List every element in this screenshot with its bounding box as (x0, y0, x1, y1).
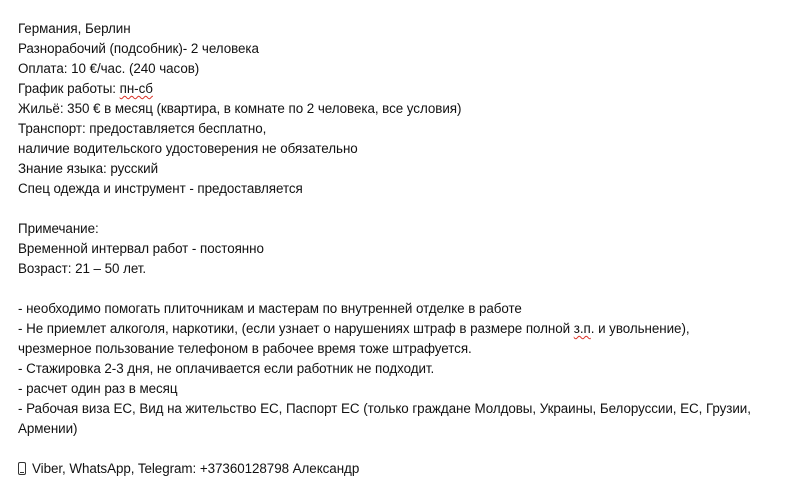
blank-line (18, 279, 793, 299)
schedule-value: пн-сб (119, 81, 153, 96)
job-posting-document (18, 19, 793, 479)
transport-line-1: Транспорт: предоставляется бесплатно, (18, 121, 267, 136)
rules-line-1 (18, 319, 793, 339)
age-line: Возраст: 21 – 50 лет. (18, 261, 147, 276)
rules-text: - Не приемлет алкоголя, наркотики, (если узнает о нарушениях штраф в размере полной (18, 321, 574, 336)
phone-icon (18, 462, 26, 475)
workwear-line: Спец одежда и инструмент - предоставляется (18, 181, 303, 196)
position-line: Разнорабочий (подсобник)- 2 человека (18, 41, 259, 56)
rules-line-2: чрезмерное пользование телефоном в рабочее время тоже штрафуется. (18, 341, 472, 356)
trial-line: - Стажировка 2-3 дня, не оплачивается если работник не подходит. (18, 361, 435, 376)
note-title: Примечание: (18, 221, 99, 236)
interval-line: Временной интервал работ - постоянно (18, 241, 264, 256)
blank-line (18, 439, 793, 459)
location-line: Германия, Берлин (18, 21, 131, 36)
contact-text: Viber, WhatsApp, Telegram: +37360128798 Александр (32, 461, 360, 476)
transport-line-2: наличие водительского удостоверения не обязательно (18, 141, 358, 156)
duty-line: - необходимо помогать плиточникам и мастерам по внутренней отделке в работе (18, 301, 522, 316)
blank-line (18, 199, 793, 219)
schedule-label: График работы: (18, 81, 120, 96)
payment-line: - расчет один раз в месяц (18, 381, 178, 396)
language-line: Знание языка: русский (18, 161, 159, 176)
visa-line: - Рабочая виза ЕС, Вид на жительство ЕС, Паспорт ЕС (только граждане Молдовы, Украины, Белоруссии, ЕС, Грузии, Армении) (18, 401, 751, 436)
pay-line: Оплата: 10 €/час. (240 часов) (18, 61, 200, 76)
salary-abbrev: з.п (573, 321, 591, 336)
schedule-line (18, 79, 793, 99)
housing-line: Жильё: 350 € в месяц (квартира, в комнате по 2 человека, все условия) (18, 101, 462, 116)
contact-line (18, 459, 793, 479)
rules-text-end: . и увольнение), (590, 321, 690, 336)
